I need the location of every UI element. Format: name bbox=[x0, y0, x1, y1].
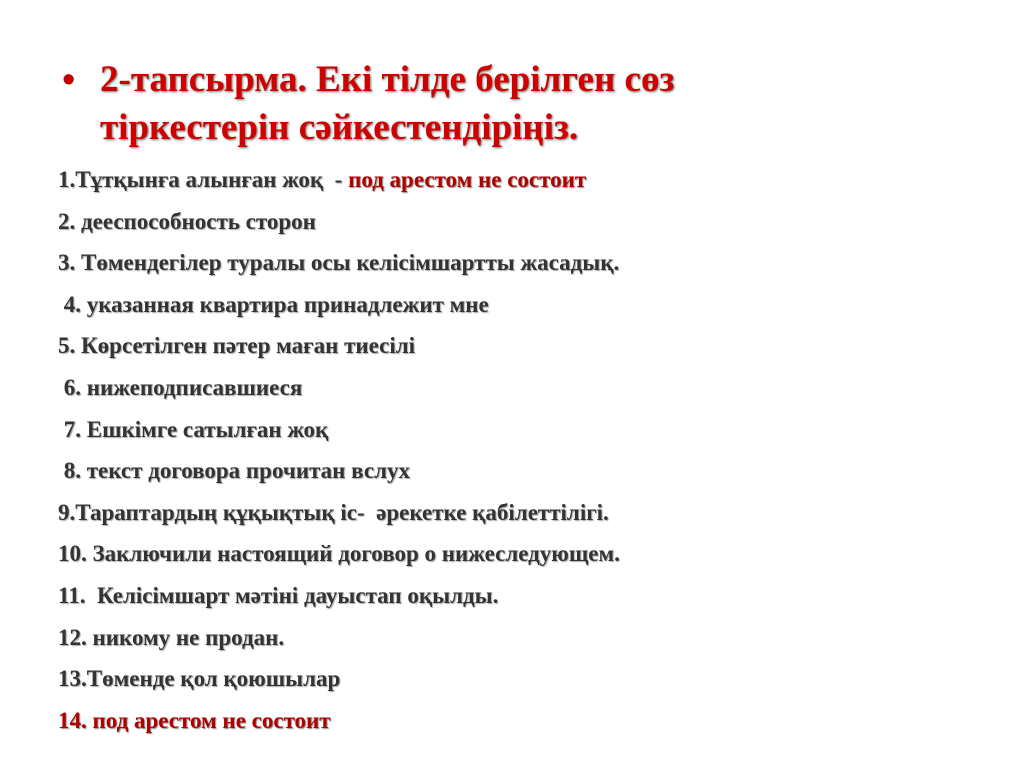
list-item-highlighted: 14. под арестом не состоит bbox=[58, 707, 331, 733]
list-item: 10. Заключили настоящий договор о нижеследующем. bbox=[58, 541, 620, 567]
list-item: 11. Келісімшарт мәтіні дауыстап оқылды. bbox=[58, 582, 499, 608]
list-item: 9.Тараптардың құқықтық іс- әрекетке қабілеттілігі. bbox=[58, 499, 609, 525]
list-item: 3. Төмендегілер туралы осы келісімшартты жасадық. bbox=[58, 250, 620, 276]
list-item-highlight: под арестом не состоит bbox=[348, 167, 587, 192]
bullet-icon: • bbox=[62, 59, 76, 101]
title-line-2: тіркестерін сәйкестендіріңіз. bbox=[100, 107, 579, 148]
list-item: 6. нижеподписавшиеся bbox=[58, 374, 303, 400]
list-item: 7. Ешкімге сатылған жоқ bbox=[58, 416, 329, 442]
title-line-1: 2-тапсырма. Екі тілде берілген сөз bbox=[100, 59, 675, 100]
list-item bbox=[58, 159, 958, 201]
list-item: 8. текст договора прочитан вслух bbox=[58, 458, 410, 484]
list-item-text: 1.Тұтқынға алынған жоқ - bbox=[58, 167, 349, 192]
list-item: 13.Төменде қол қоюшылар bbox=[58, 666, 341, 692]
list-item: 4. указанная квартира принадлежит мне bbox=[58, 291, 489, 317]
list-item: 2. дееспособность сторон bbox=[58, 208, 316, 234]
list-item: 12. никому не продан. bbox=[58, 624, 285, 650]
slide-title bbox=[58, 56, 958, 152]
phrase-list bbox=[58, 159, 958, 741]
list-item: 5. Көрсетілген пәтер маған тиесілі bbox=[58, 333, 416, 359]
